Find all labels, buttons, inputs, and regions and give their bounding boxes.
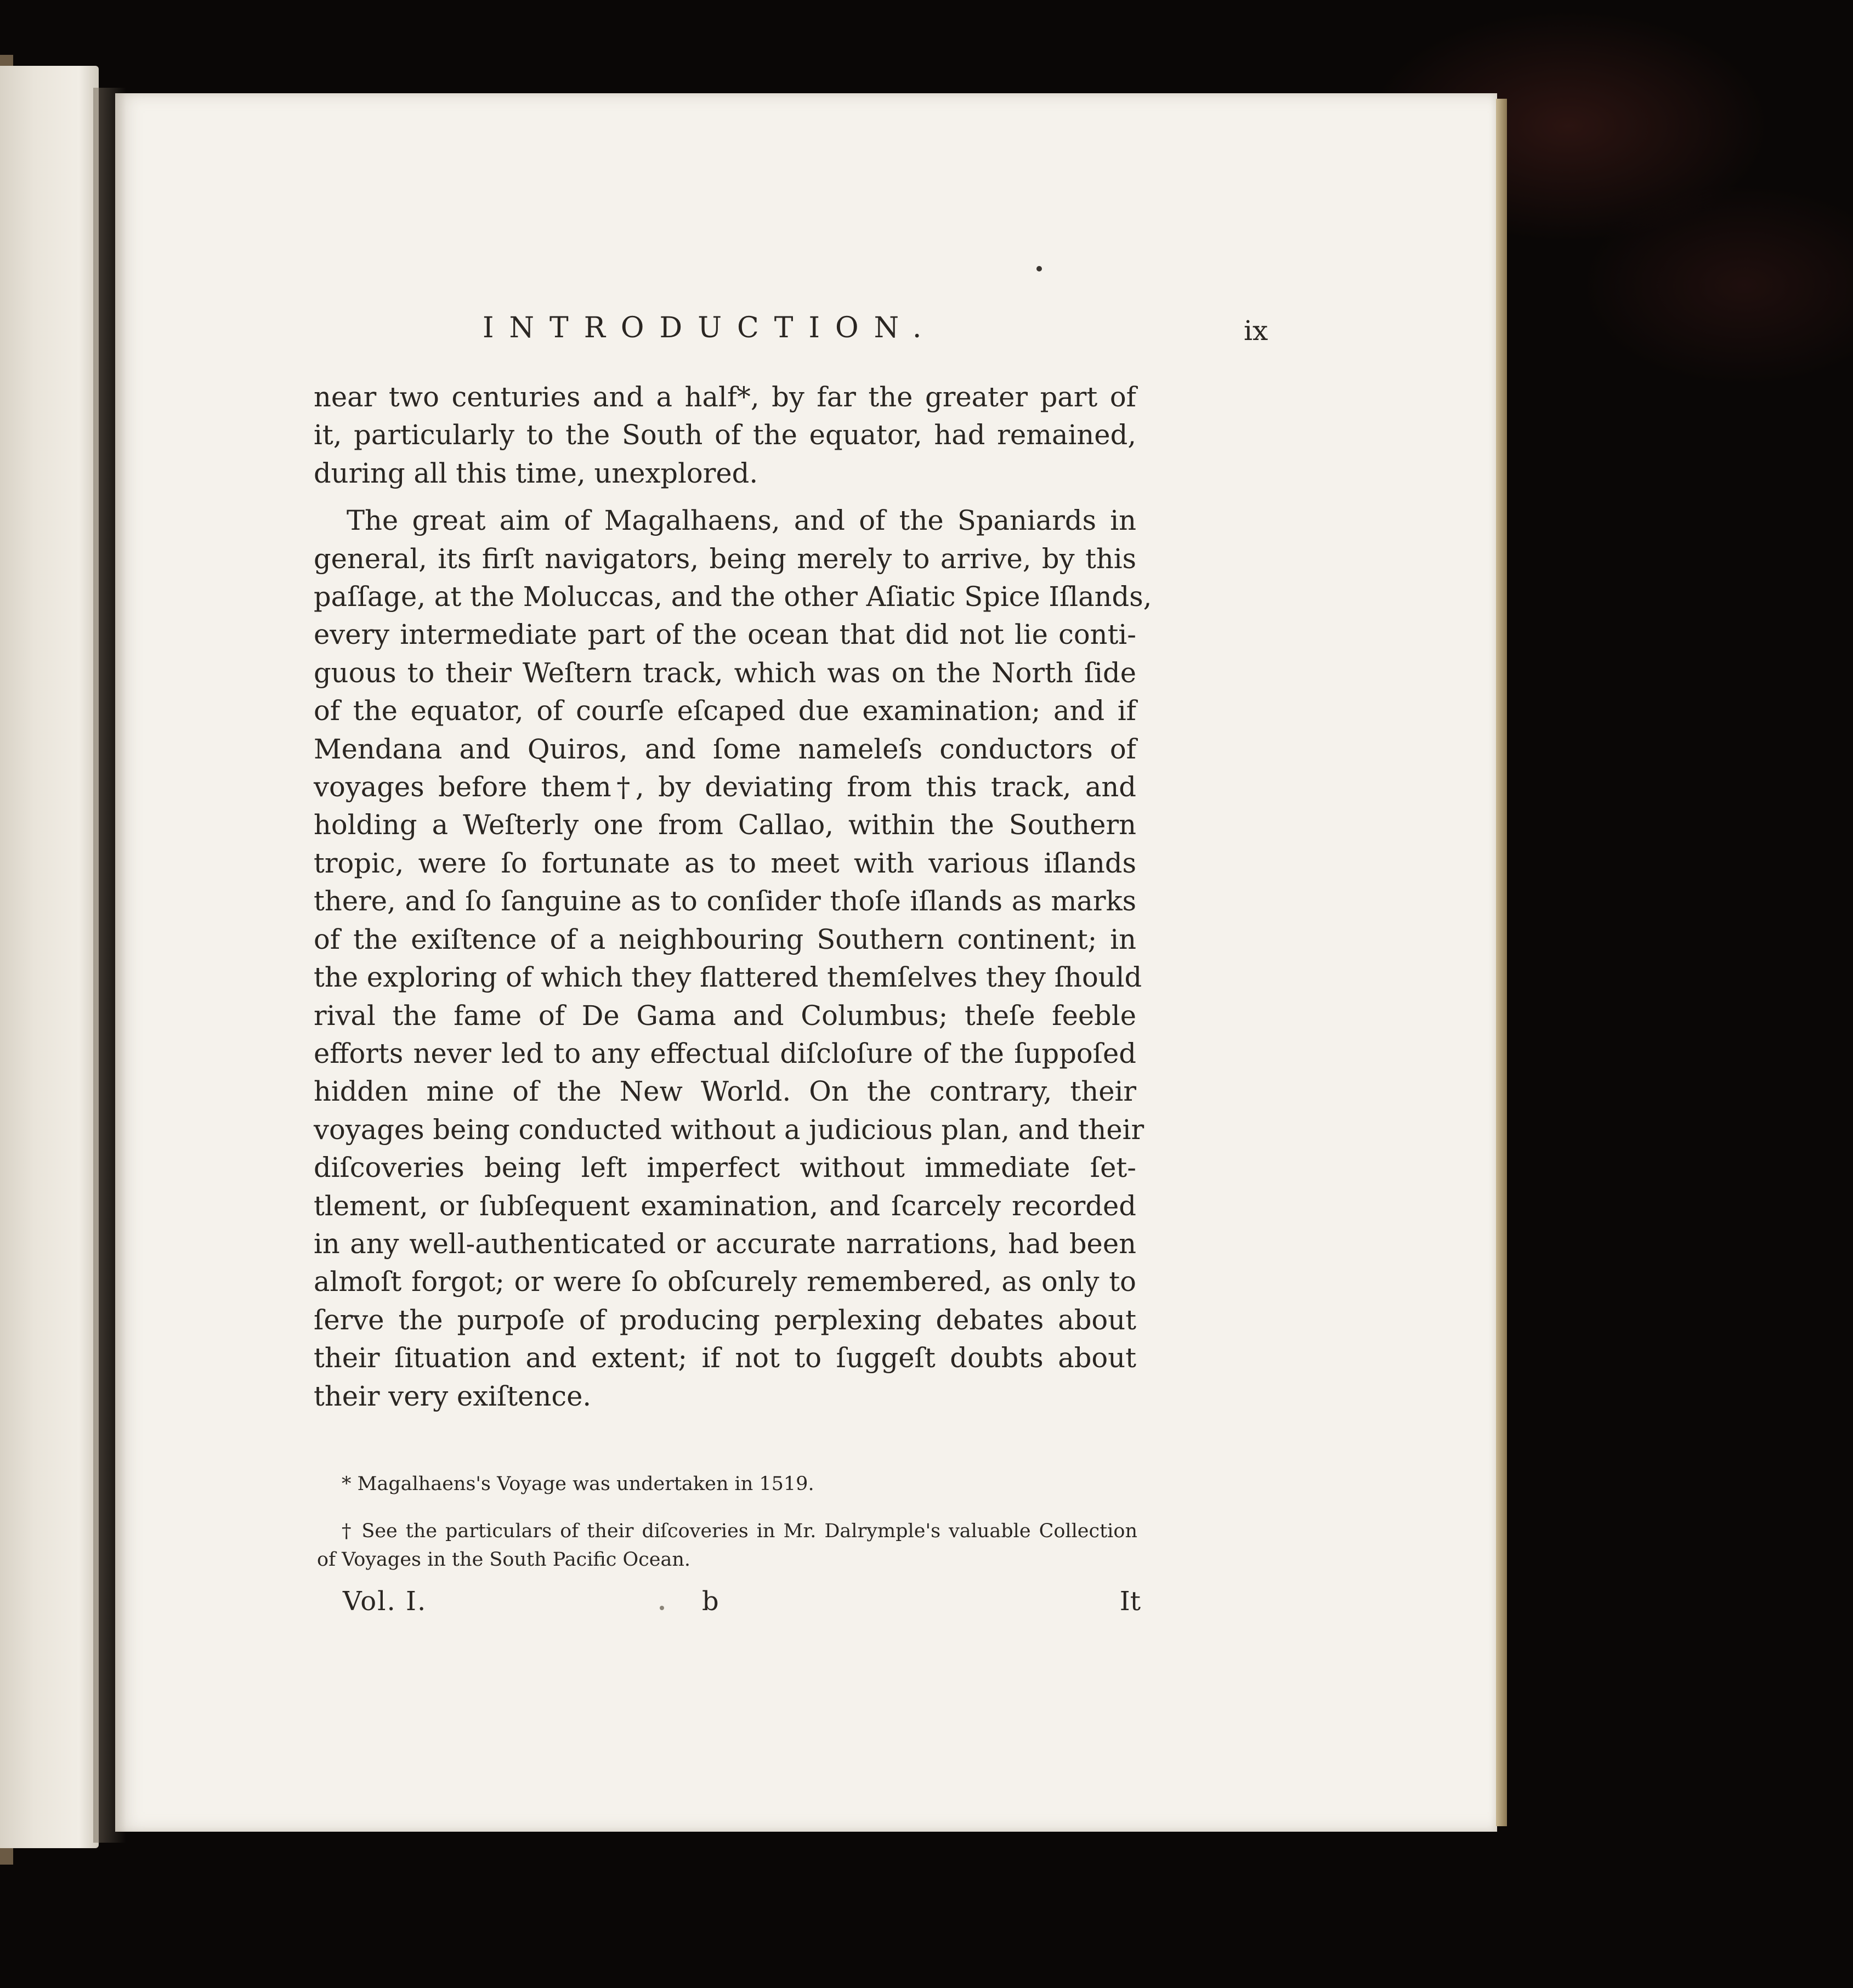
text-line: hidden mine of the New World. On the contrary, their: [314, 1075, 1136, 1108]
text-line: rival the fame of De Gama and Columbus; theſe feeble: [314, 999, 1136, 1032]
text-line: of the exiſtence of a neighbouring Southern continent; in: [314, 923, 1136, 955]
footnote: [317, 1470, 1137, 1498]
text-line: in any well-authenticated or accurate narrations, had been: [314, 1227, 1136, 1260]
footnote: [317, 1517, 1137, 1574]
text-line: diſcoveries being left imperfect without immediate ſet-: [314, 1152, 1136, 1184]
text-line: general, its firſt navigators, being merely to arrive, by this: [314, 542, 1136, 575]
text-line: the exploring of which they flattered themſelves they ſhould: [314, 961, 1142, 994]
text-line: almoſt forgot; or were ſo obſcurely remembered, as only to: [314, 1266, 1136, 1298]
text-line: paſſage, at the Moluccas, and the other Aſiatic Spice Iſlands,: [314, 581, 1152, 613]
text-line: during all this time, unexplored.: [314, 457, 758, 489]
page-number: ix: [1244, 315, 1268, 347]
text-line: guous to their Weſtern track, which was on the North ſide: [314, 656, 1136, 689]
paragraph: [314, 378, 1136, 492]
footnote-line: of Voyages in the South Pacific Ocean.: [317, 1549, 691, 1571]
footnotes: [317, 1470, 1137, 1574]
text-line: near two centuries and a half*, by far the greater part of: [314, 381, 1136, 413]
paragraph: [314, 502, 1152, 1415]
text-line: ſerve the purpoſe of producing perplexing debates about: [314, 1304, 1136, 1336]
volume-label: Vol. I.: [343, 1586, 427, 1617]
page-fore-edge: [1496, 99, 1507, 1826]
ink-speck: [1036, 266, 1042, 271]
text-line: of the equator, of courſe eſcaped due examination; and if: [314, 695, 1136, 727]
text-line: voyages being conducted without a judicious plan, and their: [314, 1113, 1144, 1146]
running-head: INTRODUCTION.: [483, 311, 937, 344]
text-line: their ſituation and extent; if not to ſuggeſt doubts about: [314, 1342, 1136, 1374]
text-line: it, particularly to the South of the equator, had remained,: [314, 419, 1136, 451]
text-line: there, and ſo ſanguine as to conſider thoſe iſlands as marks: [314, 885, 1136, 917]
facing-page: [0, 66, 99, 1848]
text-line: voyages before them†, by deviating from this track, and: [314, 771, 1136, 803]
text-line: every intermediate part of the ocean that did not lie conti-: [314, 619, 1136, 651]
body-text: [314, 378, 1152, 1415]
text-line: holding a Weſterly one from Callao, within the Southern: [314, 809, 1136, 841]
text-line: Mendana and Quiros, and ſome nameleſs conductors of: [314, 733, 1136, 765]
footnote-line: * Magalhaens's Voyage was undertaken in 1519.: [342, 1473, 814, 1495]
text-line: tlement, or ſubſequent examination, and ſcarcely recorded: [314, 1190, 1136, 1222]
text-line: efforts never led to any effectual diſcloſure of the ſuppoſed: [314, 1037, 1136, 1069]
page-gutter-shadow: [93, 88, 126, 1843]
ink-speck: [660, 1606, 664, 1610]
footnote-line: † See the particulars of their diſcoveries in Mr. Dalrymple's valuable Collection: [342, 1520, 1137, 1542]
text-line: tropic, were ſo fortunate as to meet with various iſlands: [314, 847, 1136, 879]
catchword: It: [1119, 1586, 1141, 1617]
text-line: their very exiſtence.: [314, 1380, 592, 1412]
gathering-signature: b: [702, 1586, 719, 1617]
text-line: The great aim of Magalhaens, and of the Spaniards in: [347, 505, 1136, 537]
